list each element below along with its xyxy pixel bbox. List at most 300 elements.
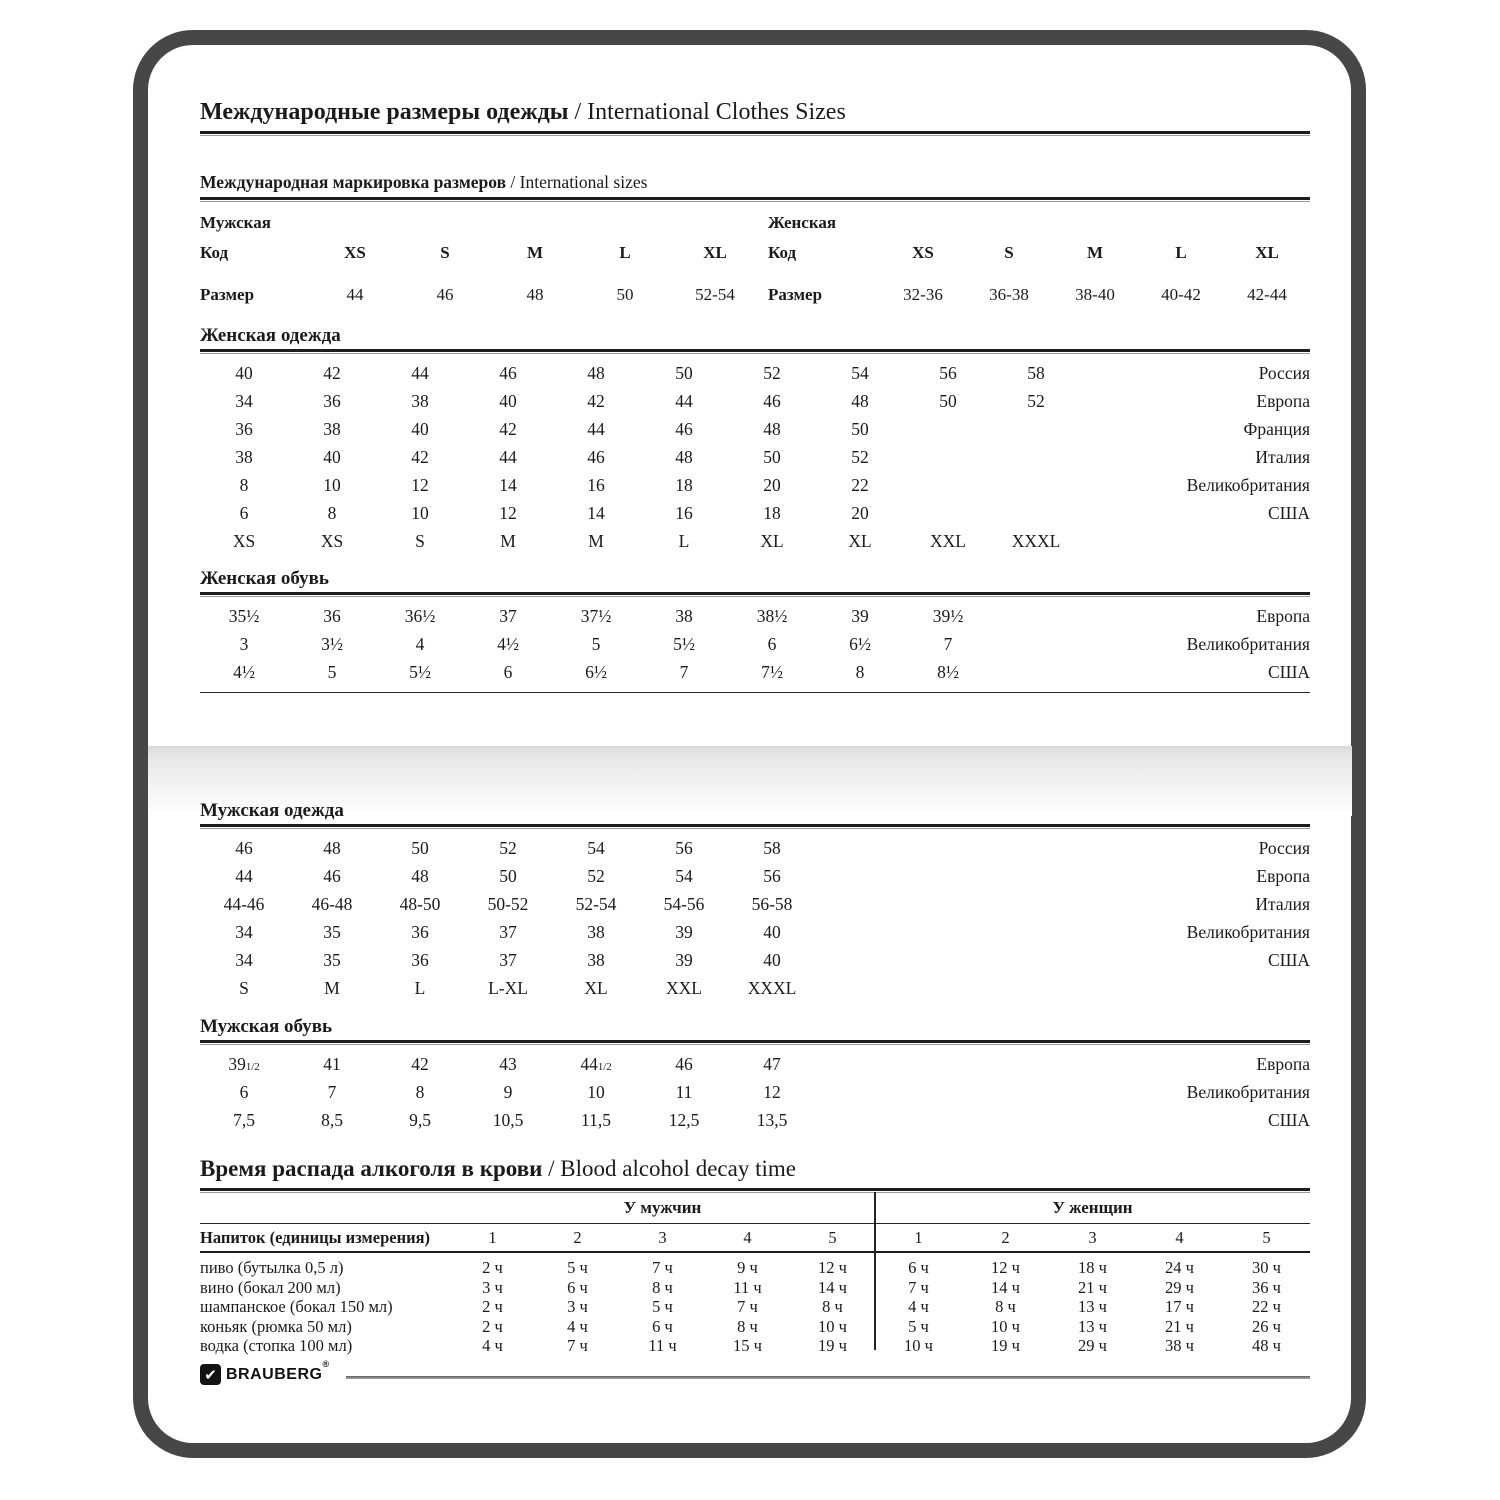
size-code: M [1086,243,1104,262]
mens-size-row [200,286,760,304]
size-value: 14 [499,474,517,495]
unit-column: 5 [1262,1227,1271,1247]
size-code: XS [344,243,366,262]
unit-column: 5 [828,1227,837,1247]
size-value: 32-36 [903,285,943,304]
decay-hours: 21 ч [1165,1316,1194,1336]
section-title: Мужская обувь [200,1016,333,1037]
decay-hours: 14 ч [818,1277,847,1297]
unit-column: 1 [488,1227,497,1247]
decay-hours: 2 ч [482,1316,503,1336]
size-value: 43 [499,1053,517,1074]
size-value: 39 [675,921,693,942]
size-value: 4½ [497,633,519,654]
size-value: 10 [323,474,341,495]
size-value: 13,5 [756,1109,788,1130]
size-value: 35 [323,949,341,970]
region-label: Италия [1255,446,1310,467]
size-value: 54 [851,362,869,383]
size-value: 52 [499,837,517,858]
size-value: 10,5 [492,1109,524,1130]
size-value: 35½ [228,605,260,626]
size-row [200,946,1310,974]
women-clothes-table [200,359,1310,555]
decay-hours: 7 ч [567,1336,588,1356]
size-value: 48 [323,837,341,858]
mens-group-label: Мужская [200,213,271,232]
size-value: 18 [675,474,693,495]
size-code: M [526,243,544,262]
page-title [200,98,1310,126]
page-title-ru: Международные размеры одежды [200,99,569,125]
decay-hours: 3 ч [482,1277,503,1297]
region-label: США [1268,502,1310,523]
mens-marking-table [200,214,760,304]
size-value: 46 [675,418,693,439]
marking-subtitle-ru: Международная маркировка размеров [200,172,507,192]
size-value: XXL [930,530,966,551]
decay-hours: 19 ч [991,1336,1020,1356]
decay-hours: 5 ч [908,1316,929,1336]
decay-hours: 2 ч [482,1258,503,1277]
men-clothes-section [200,800,1310,1002]
region-label: США [1268,949,1310,970]
decay-hours: 17 ч [1165,1297,1194,1317]
size-value: 7½ [761,661,783,682]
mens-code-row [200,244,760,262]
decay-hours: 8 ч [822,1297,843,1317]
unit-column: 2 [1001,1227,1010,1247]
size-value: 36 [323,605,341,626]
region-label: Италия [1255,893,1310,914]
women-shoes-table [200,602,1310,686]
decay-hours: 30 ч [1252,1258,1281,1277]
size-value: 52 [587,865,605,886]
size-value: 42 [411,446,429,467]
size-value: 7,5 [233,1109,255,1130]
size-value: 11 [675,1081,693,1102]
decay-hours: 7 ч [652,1258,673,1277]
size-value: 48 [411,865,429,886]
size-value: L [678,530,690,551]
drink-column-header: Напиток (единицы измерения) [200,1227,431,1247]
size-code: L [1175,243,1187,262]
size-value: 47 [763,1053,781,1074]
size-value: 16 [587,474,605,495]
size-value: 40 [763,949,781,970]
unit-column: 3 [658,1227,667,1247]
region-label: Великобритания [1186,1081,1310,1102]
size-value: XXXL [747,977,797,998]
size-value: 4 [415,633,425,654]
size-value: 8 [855,661,865,682]
decay-hours: 13 ч [1078,1297,1107,1317]
size-value: 52 [851,446,869,467]
page-title-en: / International Clothes Sizes [568,99,846,125]
mens-group-row [200,214,760,232]
men-shoes-section [200,1016,1310,1134]
size-value: 38 [587,949,605,970]
region-label: Европа [1256,1053,1310,1074]
alcohol-table-row [200,1336,1310,1356]
size-value: 56 [763,865,781,886]
size-value: 37½ [580,605,612,626]
women-shoes-section [200,568,1310,693]
size-value: 52 [1027,390,1045,411]
size-value: 9 [503,1081,513,1102]
size-value: 38 [411,390,429,411]
alcohol-table-row [200,1297,1310,1317]
decay-hours: 18 ч [1078,1258,1107,1277]
decay-hours: 11 ч [733,1277,762,1297]
size-value: S [415,530,425,551]
size-row [200,443,1310,471]
decay-hours: 11 ч [648,1336,677,1356]
decay-hours: 48 ч [1252,1336,1281,1356]
size-value: 38 [235,446,253,467]
unit-column: 2 [573,1227,582,1247]
size-value: XS [320,530,344,551]
size-value: 42-44 [1247,285,1287,304]
size-value: 9,5 [409,1109,431,1130]
region-label: Россия [1258,837,1310,858]
womens-group-row [768,214,1310,232]
unit-column: 4 [1175,1227,1184,1247]
size-value: 40 [235,362,253,383]
decay-hours: 15 ч [733,1336,762,1356]
size-value: 391/2 [228,1053,260,1074]
womens-marking-table [768,214,1310,304]
size-value: XXL [666,977,702,998]
size-value: 42 [499,418,517,439]
size-value: 46 [323,865,341,886]
size-value: 7 [943,633,953,654]
size-value: 48 [526,285,544,304]
size-value: 50 [675,362,693,383]
decay-hours: 6 ч [908,1258,929,1277]
size-value: 12 [411,474,429,495]
drink-label: вино (бокал 200 мл) [200,1277,341,1297]
size-value: 22 [851,474,869,495]
size-value: 36½ [404,605,436,626]
decay-hours: 8 ч [652,1277,673,1297]
unit-column: 3 [1088,1227,1097,1247]
size-value: 38 [587,921,605,942]
region-label: Европа [1256,605,1310,626]
alcohol-title-en: / Blood alcohol decay time [542,1156,796,1181]
size-row [200,630,1310,658]
decay-hours: 7 ч [737,1297,758,1317]
size-value: 6 [239,1081,249,1102]
womens-size-row [768,286,1310,304]
size-value: M [500,530,516,551]
size-row [200,1050,1310,1078]
column-header-rule [200,1251,1310,1253]
brand-name [226,1358,330,1384]
size-value: XXXL [1011,530,1061,551]
size-row [200,415,1310,443]
alcohol-table-row [200,1317,1310,1337]
alcohol-title [200,1156,1310,1182]
region-label: Европа [1256,865,1310,886]
title-rule [200,131,1310,136]
size-value: 36 [411,921,429,942]
region-label: Россия [1258,362,1310,383]
size-value: 40 [323,446,341,467]
size-value: 38 [675,605,693,626]
size-value: 46-48 [311,893,353,914]
size-value: XL [760,530,784,551]
size-value: 52 [763,362,781,383]
size-value: 34 [235,949,253,970]
size-value: 8 [327,502,337,523]
size-value: 46 [499,362,517,383]
size-value: 5½ [409,661,431,682]
size-value: 37 [499,949,517,970]
size-value: 48-50 [399,893,441,914]
size-row [200,527,1310,555]
drink-label: водка (стопка 100 мл) [200,1336,353,1356]
size-code: L [619,243,631,262]
size-value: 39½ [932,605,964,626]
size-value: 41 [323,1053,341,1074]
size-value: S [239,977,249,998]
size-value: 20 [851,502,869,523]
size-value: 5 [327,661,337,682]
size-value: 5½ [673,633,695,654]
size-value: 20 [763,474,781,495]
region-label: США [1268,661,1310,682]
size-code: S [440,243,450,262]
size-value: 35 [323,921,341,942]
decay-hours: 2 ч [482,1297,503,1317]
size-value: 46 [587,446,605,467]
decay-hours: 6 ч [652,1316,673,1336]
size-row [200,918,1310,946]
size-code: XL [1255,243,1279,262]
size-value: 40-42 [1161,285,1201,304]
decay-hours: 8 ч [737,1316,758,1336]
size-value: 38-40 [1075,285,1115,304]
size-value: 44 [235,865,253,886]
alcohol-table-row [200,1258,1310,1278]
size-value: 36-38 [989,285,1029,304]
size-code: XL [703,243,727,262]
fraction-half: 1/2 [597,1060,612,1073]
decay-hours: 10 ч [904,1336,933,1356]
size-value: 12 [499,502,517,523]
alcohol-table-body [200,1258,1310,1356]
size-value: 8 [239,474,249,495]
size-value: 37 [499,921,517,942]
size-value: 58 [1027,362,1045,383]
size-row [200,387,1310,415]
size-value: 46 [675,1053,693,1074]
decay-hours: 4 ч [482,1336,503,1356]
size-value: 7 [679,661,689,682]
size-value: 52-54 [575,893,617,914]
decay-hours: 13 ч [1078,1316,1107,1336]
size-value: 7 [327,1081,337,1102]
size-row [200,658,1310,686]
decay-hours: 10 ч [991,1316,1020,1336]
size-value: 6 [503,661,513,682]
section-closing-rule [200,692,1310,693]
decay-hours: 24 ч [1165,1258,1194,1277]
section-title: Мужская одежда [200,800,344,821]
size-row [200,471,1310,499]
code-label: Код [200,243,229,262]
page-title-section [200,98,1310,136]
decay-hours: 22 ч [1252,1297,1281,1317]
decay-hours: 38 ч [1165,1336,1194,1356]
size-value: 40 [763,921,781,942]
section-rule [200,824,1310,829]
size-value: 3½ [321,633,343,654]
women-group-header: У женщин [1052,1198,1133,1217]
unit-column: 1 [914,1227,923,1247]
international-marking-section [200,172,1310,304]
size-value: 52-54 [695,285,735,304]
size-value: 4½ [233,661,255,682]
size-value: 34 [235,390,253,411]
size-value: 18 [763,502,781,523]
size-value: 44 [675,390,693,411]
decay-hours: 10 ч [818,1316,847,1336]
size-value: 6½ [849,633,871,654]
marking-subtitle-en: / International sizes [506,172,648,192]
drink-label: коньяк (рюмка 50 мл) [200,1316,352,1336]
alcohol-table-row [200,1278,1310,1298]
size-value: 6½ [585,661,607,682]
section-title: Женская обувь [200,568,329,589]
size-value: 40 [499,390,517,411]
marking-rule [200,197,1310,202]
brand-text: BRAUBERG [226,1365,323,1383]
size-value: 50 [499,865,517,886]
drink-label: пиво (бутылка 0,5 л) [200,1258,344,1277]
size-row [200,890,1310,918]
region-label: Великобритания [1186,474,1310,495]
size-code: XS [912,243,934,262]
unit-column: 4 [743,1227,752,1247]
size-value: 56 [939,362,957,383]
size-value: 48 [587,362,605,383]
alcohol-title-ru: Время распада алкоголя в крови [200,1156,543,1181]
size-value: 10 [411,502,429,523]
size-value: 37 [499,605,517,626]
size-value: 39 [675,949,693,970]
size-value: 58 [763,837,781,858]
size-value: 56-58 [751,893,793,914]
brauberg-check-icon: ✔ [200,1364,221,1385]
size-value: 50 [851,418,869,439]
size-value: 6 [767,633,777,654]
size-row [200,1106,1310,1134]
decay-hours: 29 ч [1165,1277,1194,1297]
footer [200,1358,1310,1385]
section-rule [200,349,1310,354]
decay-hours: 6 ч [567,1277,588,1297]
size-value: 14 [587,502,605,523]
decay-hours: 14 ч [991,1277,1020,1297]
size-value: 38½ [756,605,788,626]
size-value: 44 [346,285,364,304]
size-value: 39 [851,605,869,626]
size-row [200,834,1310,862]
size-value: 16 [675,502,693,523]
size-value: 48 [675,446,693,467]
size-value: 50-52 [487,893,529,914]
size-value: 36 [323,390,341,411]
size-value: 50 [763,446,781,467]
size-value: 44 [499,446,517,467]
size-value: 42 [323,362,341,383]
size-value: 46 [436,285,454,304]
womens-group-label: Женская [768,213,837,232]
size-value: 40 [411,418,429,439]
size-value: 34 [235,921,253,942]
decay-hours: 4 ч [908,1297,929,1317]
size-value: 12,5 [668,1109,700,1130]
womens-code-row [768,244,1310,262]
section-title: Женская одежда [200,325,341,346]
size-value: 54-56 [663,893,705,914]
decay-hours: 8 ч [995,1297,1016,1317]
size-value: XS [232,530,256,551]
decay-hours: 12 ч [991,1258,1020,1277]
decay-hours: 21 ч [1078,1277,1107,1297]
size-row [200,1078,1310,1106]
region-label: Франция [1243,418,1310,439]
size-value: L [414,977,426,998]
size-value: 5 [591,633,601,654]
fraction-half: 1/2 [245,1060,260,1073]
women-clothes-section [200,325,1310,555]
code-label: Код [768,243,797,262]
size-row [200,602,1310,630]
size-value: 12 [763,1081,781,1102]
size-value: XL [848,530,872,551]
men-group-header: У мужчин [623,1198,702,1217]
drink-label: шампанское (бокал 150 мл) [200,1297,393,1317]
section-rule [200,1040,1310,1045]
size-value: 48 [763,418,781,439]
alcohol-column-header [200,1224,1310,1251]
size-value: 44 [411,362,429,383]
decay-hours: 9 ч [737,1258,758,1277]
decay-hours: 5 ч [567,1258,588,1277]
marking-subtitle [200,172,1310,192]
size-value: 8½ [937,661,959,682]
decay-hours: 29 ч [1078,1336,1107,1356]
section-rule [200,592,1310,597]
size-value: 3 [239,633,249,654]
size-value: 42 [411,1053,429,1074]
size-value: M [588,530,604,551]
size-label: Размер [768,285,823,304]
size-value: 441/2 [580,1053,612,1074]
size-row [200,359,1310,387]
size-value: 50 [616,285,634,304]
size-value: 8 [415,1081,425,1102]
alcohol-decay-section [200,1156,1310,1356]
size-row [200,499,1310,527]
men-shoes-table [200,1050,1310,1134]
decay-hours: 12 ч [818,1258,847,1277]
size-value: 46 [763,390,781,411]
size-value: 36 [411,949,429,970]
